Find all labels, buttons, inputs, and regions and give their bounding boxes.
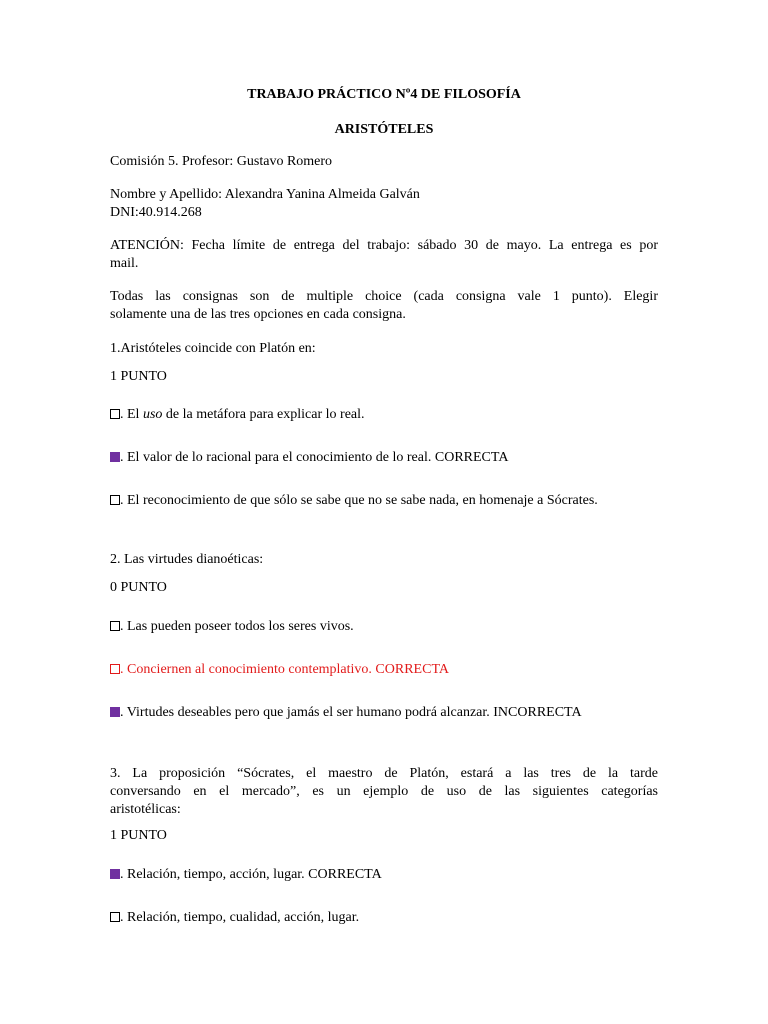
question-3-prompt-line-2: conversando en el mercado”, es un ejemplo de uso de las siguientes categorías — [110, 784, 658, 799]
question-3-prompt-line-3: aristotélicas: — [110, 802, 181, 817]
option-text: . El reconocimiento de que sólo se sabe que no se sabe nada, en homenaje a Sócrates. — [120, 493, 598, 508]
question-1-option-3[interactable] — [110, 492, 598, 510]
instructions-line-2: solamente una de las tres opciones en cada consigna. — [110, 307, 406, 322]
option-text-pre: . El — [120, 407, 143, 422]
question-1-option-2[interactable] — [110, 449, 508, 467]
checkbox-empty-icon[interactable] — [110, 912, 120, 922]
document-title: TRABAJO PRÁCTICO Nº4 DE FILOSOFÍA — [247, 87, 521, 102]
question-1-score: 1 PUNTO — [110, 369, 167, 384]
document-subtitle: ARISTÓTELES — [334, 122, 434, 137]
checkbox-checked-icon[interactable] — [110, 452, 120, 462]
checkbox-empty-icon[interactable] — [110, 495, 120, 505]
student-name-line: Nombre y Apellido: Alexandra Yanina Almeida Galván — [110, 187, 420, 202]
checkbox-checked-icon[interactable] — [110, 707, 120, 717]
question-2-option-1[interactable] — [110, 618, 354, 636]
option-text: . Conciernen al conocimiento contemplativo. CORRECTA — [120, 662, 449, 677]
instructions-line-1: Todas las consignas son de multiple choice (cada consigna vale 1 punto). Elegir — [110, 289, 658, 304]
question-3-score: 1 PUNTO — [110, 828, 167, 843]
checkbox-checked-icon[interactable] — [110, 869, 120, 879]
question-2-score: 0 PUNTO — [110, 580, 167, 595]
checkbox-empty-icon[interactable] — [110, 621, 120, 631]
checkbox-empty-icon[interactable] — [110, 409, 120, 419]
option-text: . El valor de lo racional para el conocimiento de lo real. CORRECTA — [120, 450, 509, 465]
option-text: . Las pueden poseer todos los seres vivos. — [120, 619, 354, 634]
option-text-post: de la metáfora para explicar lo real. — [162, 407, 365, 422]
question-2-prompt: 2. Las virtudes dianoéticas: — [110, 552, 264, 567]
option-text-emphasis: uso — [142, 407, 163, 422]
question-3-option-1[interactable] — [110, 866, 382, 884]
dni-line: DNI:40.914.268 — [110, 205, 202, 220]
question-3-option-2[interactable] — [110, 909, 359, 927]
question-1-prompt: 1.Aristóteles coincide con Platón en: — [110, 341, 316, 356]
option-text: . Relación, tiempo, acción, lugar. CORRECTA — [120, 867, 382, 882]
question-3-prompt-line-1: 3. La proposición “Sócrates, el maestro de Platón, estará a las tres de la tarde — [110, 766, 658, 781]
question-2-option-2[interactable] — [110, 661, 449, 679]
checkbox-empty-red-icon[interactable] — [110, 664, 120, 674]
attention-line-2: mail. — [110, 256, 139, 271]
commission-line: Comisión 5. Profesor: Gustavo Romero — [110, 154, 333, 169]
attention-line-1: ATENCIÓN: Fecha límite de entrega del trabajo: sábado 30 de mayo. La entrega es por — [110, 238, 658, 253]
question-1-option-1[interactable] — [110, 406, 365, 424]
question-2-option-3[interactable] — [110, 704, 582, 722]
option-text: . Relación, tiempo, cualidad, acción, lugar. — [120, 910, 360, 925]
option-text: . Virtudes deseables pero que jamás el ser humano podrá alcanzar. INCORRECTA — [120, 705, 582, 720]
